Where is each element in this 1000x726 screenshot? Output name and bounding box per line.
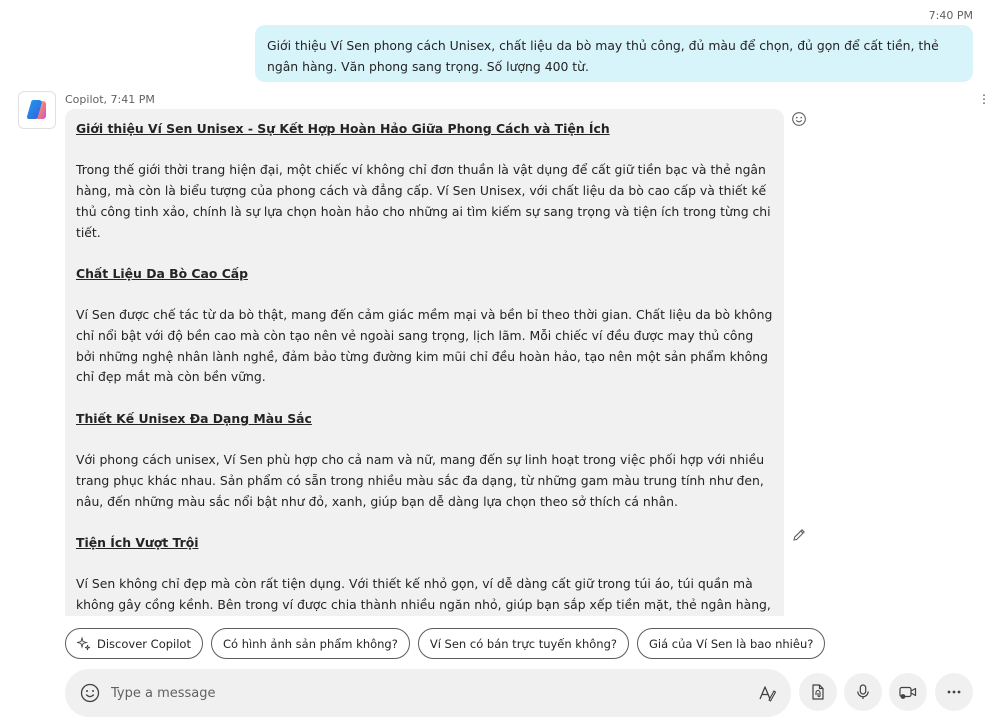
suggestion-chips — [65, 628, 825, 659]
section-heading: Chất Liệu Da Bò Cao Cấp — [76, 265, 249, 281]
bot-message-bubble — [65, 109, 784, 616]
text-format-icon[interactable] — [757, 683, 777, 703]
chip-label: Discover Copilot — [97, 636, 191, 651]
copilot-logo-icon — [24, 97, 50, 123]
user-message-time: 7:40 PM — [928, 9, 973, 22]
emoji-icon[interactable] — [79, 682, 101, 704]
message-input[interactable] — [111, 686, 757, 701]
user-message-bubble: Giới thiệu Ví Sen phong cách Unisex, chất liệu da bò may thủ công, đủ màu để chọn, đủ gọn để cất tiền, thẻ ngân hàng. Văn phong sang trọng. Số lượng 400 từ. — [255, 25, 973, 82]
chip-label: Giá của Ví Sen là bao nhiêu? — [649, 636, 814, 651]
video-camera-icon — [898, 683, 918, 701]
suggestion-chip[interactable] — [637, 628, 825, 659]
more-actions-button[interactable] — [935, 673, 973, 711]
suggestion-chip[interactable] — [418, 628, 629, 659]
discover-copilot-chip[interactable] — [65, 628, 203, 659]
section-heading: Tiện Ích Vượt Trội — [76, 534, 199, 550]
message-composer — [65, 669, 791, 717]
bot-sender-time: Copilot, 7:41 PM — [65, 93, 155, 106]
microphone-button[interactable] — [844, 673, 882, 711]
section-body: Với phong cách unisex, Ví Sen phù hợp cho cả nam và nữ, mang đến sự linh hoạt trong việc phối hợp với nhiều trang phục khác nhau. Sản phẩm có sẵn trong nhiều màu sắc đa dạng, từ những gam màu trung tính như đen, nâu, đến những màu sắc nổi bật như đỏ, xanh, giúp bạn dễ dàng lựa chọn theo sở thích cá nhân. — [76, 452, 765, 509]
section-body: Ví Sen được chế tác từ da bò thật, mang đến cảm giác mềm mại và bền bỉ theo thời gian. Chất liệu da bò không chỉ nổi bật với độ bền cao mà còn tạo nên vẻ ngoài sang trọng, lịch lãm. Mỗi chiếc ví đều được may thủ công bởi những nghệ nhân lành nghề, đảm bảo từng đường kim mũi chỉ đều hoàn hảo, tạo nên một sản phẩm không chỉ đẹp mắt mà còn bền vững. — [76, 307, 773, 385]
attach-file-icon — [809, 683, 827, 701]
video-message-button[interactable] — [889, 673, 927, 711]
microphone-icon — [854, 683, 872, 701]
ellipsis-icon — [945, 683, 963, 701]
edit-pencil-icon[interactable] — [791, 527, 807, 543]
section-heading: Thiết Kế Unisex Đa Dạng Màu Sắc — [76, 410, 312, 426]
attach-file-button[interactable] — [799, 673, 837, 711]
add-reaction-icon[interactable] — [791, 111, 807, 127]
section-body: Ví Sen không chỉ đẹp mà còn rất tiện dụng. Với thiết kế nhỏ gọn, ví dễ dàng cất giữ trong túi áo, túi quần mà không gây cồng kềnh. Bên trong ví được chia thành nhiều ngăn nhỏ, giúp bạn sắp xếp tiền mặt, thẻ ngân hàng, — [76, 576, 771, 613]
bot-message-intro: Trong thế giới thời trang hiện đại, một chiếc ví không chỉ đơn thuần là vật dụng để cất giữ tiền bạc và thẻ ngân hàng, mà còn là biểu tượng của phong cách và đẳng cấp. Ví Sen Unisex, với chất liệu da bò cao cấp và thiết kế thủ công tinh xảo, chính là sự lựa chọn hoàn hảo cho những ai tìm kiếm sự sang trọng và tiện ích trong từng chi tiết. — [76, 162, 771, 240]
more-options-icon[interactable]: ⋮ — [978, 92, 990, 106]
suggestion-chip[interactable] — [211, 628, 410, 659]
sparkle-icon — [77, 637, 91, 651]
chip-label: Ví Sen có bán trực tuyến không? — [429, 636, 617, 651]
copilot-avatar — [18, 91, 56, 129]
chip-label: Có hình ảnh sản phẩm không? — [222, 636, 398, 651]
bot-message-title: Giới thiệu Ví Sen Unisex - Sự Kết Hợp Hoàn Hảo Giữa Phong Cách và Tiện Ích — [76, 121, 610, 136]
